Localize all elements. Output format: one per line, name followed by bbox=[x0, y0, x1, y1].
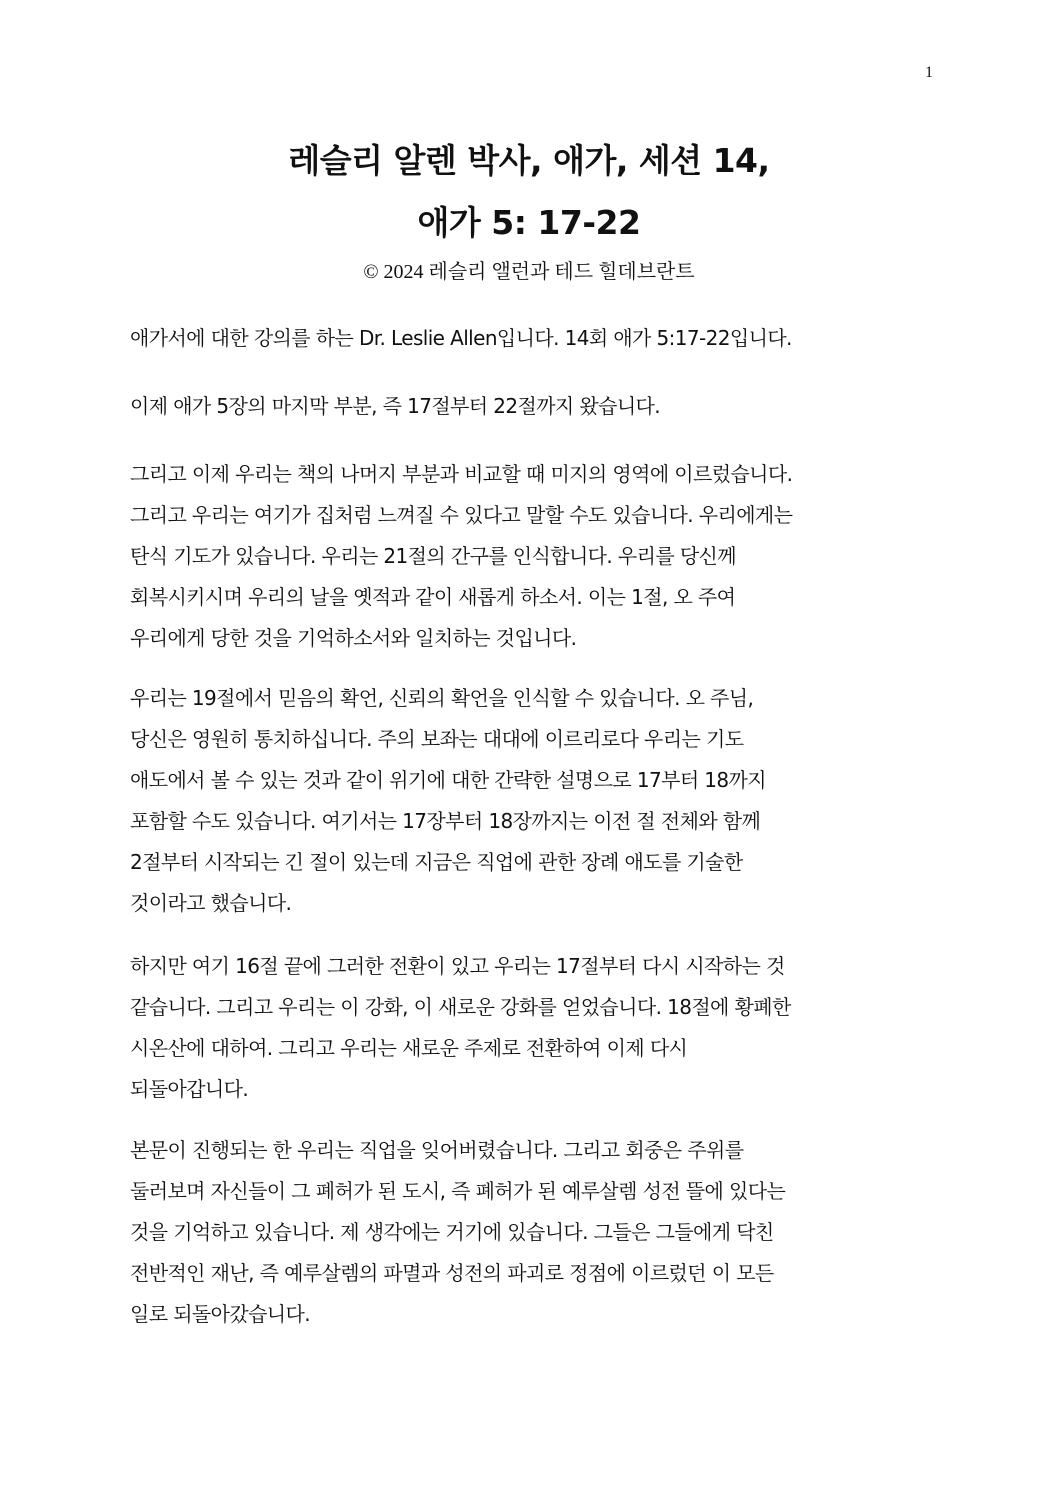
text-line: 일로 되돌아갔습니다. bbox=[130, 1302, 310, 1326]
text-line: 포함할 수도 있습니다. 여기서는 17장부터 18장까지는 이전 절 전체와 함께 bbox=[130, 809, 761, 833]
text-line: 그리고 이제 우리는 책의 나머지 부분과 비교할 때 미지의 영역에 이르렀습니다. bbox=[130, 462, 793, 486]
text-line: 그리고 우리는 여기가 집처럼 느껴질 수 있다고 말할 수도 있습니다. 우리에게는 bbox=[130, 503, 793, 527]
text-line: 전반적인 재난, 즉 예루살렘의 파멸과 성전의 파괴로 정점에 이르렀던 이 모든 bbox=[130, 1261, 774, 1285]
paragraph-intro bbox=[130, 318, 940, 359]
document-title-line-1: 레슬리 알렌 박사, 애가, 세션 14, bbox=[288, 141, 770, 180]
text-line: 이제 애가 5장의 마지막 부분, 즉 17절부터 22절까지 왔습니다. bbox=[130, 394, 661, 418]
text-line: 탄식 기도가 있습니다. 우리는 21절의 간구를 인식합니다. 우리를 당신께 bbox=[130, 544, 736, 568]
text-line: 것이라고 했습니다. bbox=[130, 891, 292, 915]
text-line: 우리는 19절에서 믿음의 확언, 신뢰의 확언을 인식할 수 있습니다. 오 주님, bbox=[130, 686, 754, 710]
text-line: 회복시키시며 우리의 날을 옛적과 같이 새롭게 하소서. 이는 1절, 오 주여 bbox=[130, 585, 736, 609]
paragraph-lament-prayer bbox=[130, 454, 940, 659]
text-line: 하지만 여기 16절 끝에 그러한 전환이 있고 우리는 17절부터 다시 시작하는 것 bbox=[130, 954, 785, 978]
text-line: 되돌아갑니다. bbox=[130, 1077, 249, 1101]
text-line: 2절부터 시작되는 긴 절이 있는데 지금은 직업에 관한 장례 애도를 기술한 bbox=[130, 850, 743, 874]
text-line: 애도에서 볼 수 있는 것과 같이 위기에 대한 간략한 설명으로 17부터 18까지 bbox=[130, 768, 766, 792]
paragraph-transition bbox=[130, 946, 940, 1110]
document-title-line-2: 애가 5: 17-22 bbox=[417, 203, 641, 242]
paragraph-section bbox=[130, 386, 940, 427]
paragraph-ruined-city bbox=[130, 1130, 940, 1335]
text-line: 시온산에 대하여. 그리고 우리는 새로운 주제로 전환하여 이제 다시 bbox=[130, 1036, 688, 1060]
page-number: 1 bbox=[925, 64, 933, 81]
text-line: 애가서에 대한 강의를 하는 Dr. Leslie Allen입니다. 14회 애가 5:17-22입니다. bbox=[130, 326, 792, 350]
text-line: 같습니다. 그리고 우리는 이 강화, 이 새로운 강화를 얻었습니다. 18절에 황폐한 bbox=[130, 995, 791, 1019]
paragraph-affirmation bbox=[130, 678, 940, 924]
text-line: 둘러보며 자신들이 그 폐허가 된 도시, 즉 폐허가 된 예루살렘 성전 뜰에 있다는 bbox=[130, 1179, 786, 1203]
text-line: 우리에게 당한 것을 기억하소서와 일치하는 것입니다. bbox=[130, 626, 577, 650]
text-line: 당신은 영원히 통치하십니다. 주의 보좌는 대대에 이르리로다 우리는 기도 bbox=[130, 727, 744, 751]
copyright-notice: © 2024 레슬리 앨런과 테드 힐데브란트 bbox=[363, 261, 695, 283]
text-line: 본문이 진행되는 한 우리는 직업을 잊어버렸습니다. 그리고 회중은 주위를 bbox=[130, 1138, 744, 1162]
text-line: 것을 기억하고 있습니다. 제 생각에는 거기에 있습니다. 그들은 그들에게 닥친 bbox=[130, 1220, 774, 1244]
